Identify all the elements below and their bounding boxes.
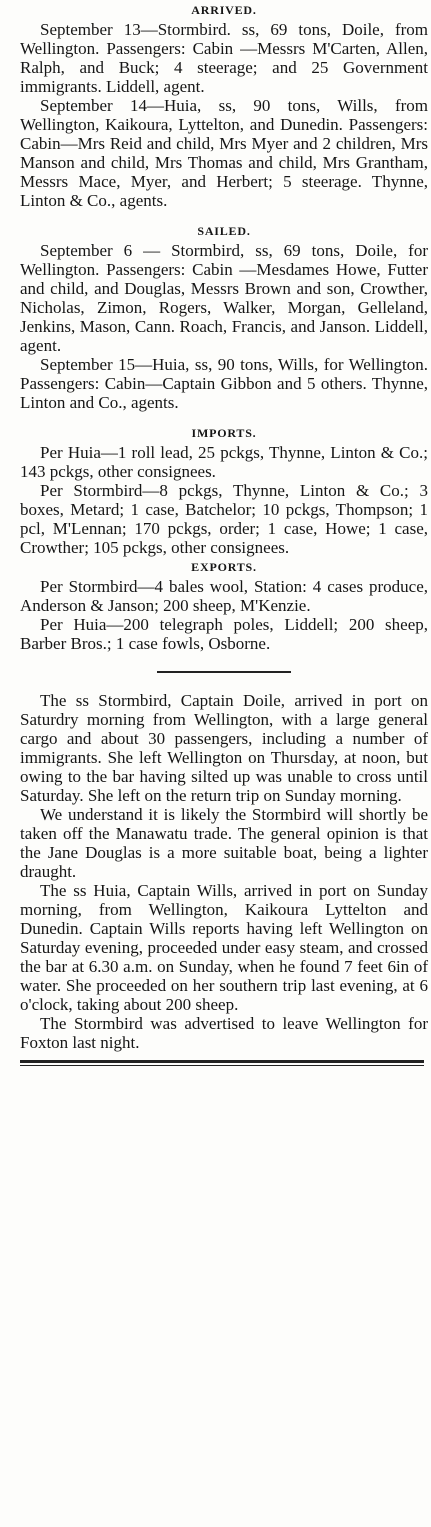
news-stormbird-trade: We understand it is likely the Stormbird will shortly be taken off the Manawatu trade. The general opinion is that the Jane Douglas is a more suitable boat, being a lighter draught. <box>20 805 428 881</box>
exports-huia-entry: Per Huia—200 telegraph poles, Liddell; 200 sheep, Barber Bros.; 1 case fowls, Osborne. <box>20 615 428 653</box>
arrived-section <box>20 0 428 210</box>
exports-section <box>20 557 428 653</box>
news-stormbird-advertised: The Stormbird was advertised to leave Wellington for Foxton last night. <box>20 1014 428 1052</box>
imports-stormbird-entry: Per Stormbird—8 pckgs, Thynne, Linton & Co.; 3 boxes, Metard; 1 case, Batchelor; 10 pckgs, Thompson; 1 pcl, M'Lennan; 170 pckgs, order; 1 case, Howe; 1 case, Crowther; 105 pckgs, other consignees. <box>20 481 428 557</box>
end-rule-thin <box>20 1065 424 1066</box>
exports-heading: EXPORTS. <box>191 560 257 574</box>
imports-section <box>20 423 428 557</box>
section-gap <box>20 210 428 221</box>
imports-heading: IMPORTS. <box>191 426 257 440</box>
sailed-huia-entry: September 15—Huia, ss, 90 tons, Wills, for Wellington. Passengers: Cabin—Captain Gibbon and 5 others. Thynne, Linton and Co., agents. <box>20 355 428 412</box>
arrived-heading: ARRIVED. <box>191 3 257 17</box>
news-stormbird-arrival: The ss Stormbird, Captain Doile, arrived in port on Saturdry morning from Wellington, with a large general cargo and about 30 passengers, including a number of immigrants. She left Wellington on Thursday, at noon, but owing to the bar having silted up was unable to cross until Saturday. She left on the return trip on Sunday morning. <box>20 691 428 805</box>
arrived-huia-entry: September 14—Huia, ss, 90 tons, Wills, from Wellington, Kaikoura, Lyttelton, and Dunedin. Passengers: Cabin—Mrs Reid and child, Mrs Myer and 2 children, Mrs Manson and child, Mrs Thomas and child, Mrs Grantham, Messrs Mace, Myer, and Herbert; 5 steerage. Thynne, Linton & Co., agents. <box>20 96 428 210</box>
section-divider <box>157 671 291 673</box>
sailed-section <box>20 221 428 412</box>
news-huia-arrival: The ss Huia, Captain Wills, arrived in port on Sunday morning, from Wellington, Kaikoura Lyttelton and Dunedin. Captain Wills reports having left Wellington on Saturday evening, proceeded under easy steam, and crossed the bar at 6.30 a.m. on Sunday, when he found 7 feet 6in of water. She proceeded on her southern trip last evening, at 6 o'clock, taking about 200 sheep. <box>20 881 428 1014</box>
newspaper-column <box>20 0 428 1066</box>
section-gap <box>20 412 428 423</box>
imports-huia-entry: Per Huia—1 roll lead, 25 pckgs, Thynne, Linton & Co.; 143 pckgs, other consignees. <box>20 443 428 481</box>
exports-stormbird-entry: Per Stormbird—4 bales wool, Station: 4 cases produce, Anderson & Janson; 200 sheep, M'Kenzie. <box>20 577 428 615</box>
end-rule-thick <box>20 1060 424 1063</box>
arrived-stormbird-entry: September 13—Stormbird. ss, 69 tons, Doile, from Wellington. Passengers: Cabin —Messrs M'Carten, Allen, Ralph, and Buck; 4 steerage; and 25 Government immigrants. Liddell, agent. <box>20 20 428 96</box>
sailed-stormbird-entry: September 6 — Stormbird, ss, 69 tons, Doile, for Wellington. Passengers: Cabin —Mesdames Howe, Futter and child, and Douglas, Messrs Brown and son, Crowther, Nicholas, Zimon, Rogers, Walker, Morgan, Gelleland, Jenkins, Mason, Cann. Roach, Francis, and Janson. Liddell, agent. <box>20 241 428 355</box>
sailed-heading: SAILED. <box>197 224 251 238</box>
news-section <box>20 691 428 1052</box>
